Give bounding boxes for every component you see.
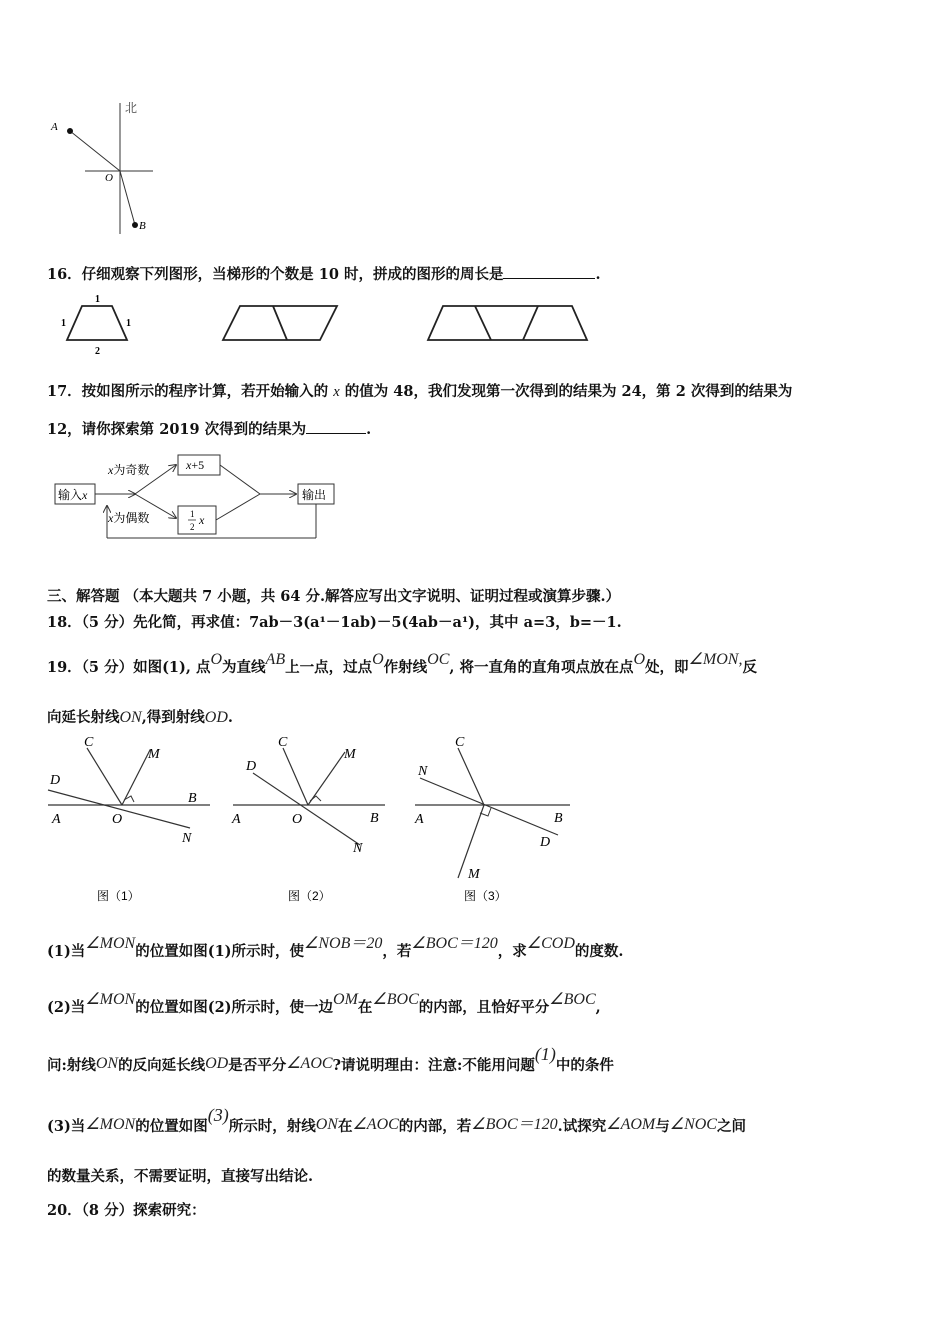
q19-part3a: (3)当∠MON的位置如图(3)所示时，射线ON在∠AOC的内部，若∠BOC＝120.试探究∠AOM与∠NOC之间 xyxy=(47,1105,746,1135)
svg-text:A: A xyxy=(415,812,424,827)
compass-figure xyxy=(45,98,165,238)
point-b-label: B xyxy=(139,220,146,232)
svg-text:2: 2 xyxy=(95,346,100,357)
svg-text:N: N xyxy=(353,841,363,856)
q19-part1: (1)当∠MON的位置如图(1)所示时，使∠NOB＝20，若∠BOC＝120，求∠COD的度数. xyxy=(47,935,624,960)
q19-part3b: 的数量关系，不需要证明，直接写出结论. xyxy=(47,1168,314,1185)
svg-text:B: B xyxy=(554,811,563,826)
svg-text:1: 1 xyxy=(61,318,66,329)
svg-text:x为奇数: x为奇数 xyxy=(108,463,150,477)
svg-text:M: M xyxy=(468,867,480,882)
q19-figures xyxy=(40,730,600,910)
q19-part2b: 问:射线ON的反向延长线OD是否平分∠AOC?请说明理由：注意:不能用问题(1)中的条件 xyxy=(47,1044,614,1074)
point-o-label: O xyxy=(105,172,113,184)
svg-text:输出: 输出 xyxy=(302,488,327,502)
q16-text: 16．仔细观察下列图形，当梯形的个数是 10 时，拼成的图形的周长是 . xyxy=(47,263,601,284)
point-a-label: A xyxy=(51,121,58,133)
svg-text:输入x: 输入x xyxy=(58,488,88,502)
fig3-caption: 图（3） xyxy=(464,889,507,903)
q17-line1: 17．按如图所示的程序计算，若开始输入的 x 的值为 48，我们发现第一次得到的结果为 24，第 2 次得到的结果为 xyxy=(47,383,793,400)
svg-text:C: C xyxy=(84,735,94,750)
svg-text:N: N xyxy=(182,831,192,846)
svg-text:M: M xyxy=(344,747,356,762)
fig1-caption: 图（1） xyxy=(97,889,140,903)
q18-text: 18．（5 分）先化简，再求值：7ab－3(a¹－1ab)－5(4ab－a¹)，其中 a=3，b=－1. xyxy=(47,614,622,631)
svg-text:N: N xyxy=(418,764,428,779)
svg-text:x+5: x+5 xyxy=(186,458,205,472)
point-b-dot xyxy=(132,222,138,228)
q20-text: 20．（8 分）探索研究： xyxy=(47,1202,206,1219)
north-label: 北 xyxy=(125,101,138,115)
svg-text:A: A xyxy=(232,812,241,827)
svg-text:B: B xyxy=(370,811,379,826)
svg-text:A: A xyxy=(52,812,61,827)
section3-title: 三、解答题 （本大题共 7 小题，共 64 分.解答应写出文字说明、证明过程或演算步骤.） xyxy=(47,588,621,605)
q19-line1: 19．（5 分）如图(1), 点O为直线AB上一点，过点O作射线OC, 将一直角的直角项点放在点O处，即∠MON,反 xyxy=(47,651,757,676)
point-a-dot xyxy=(67,128,73,134)
q17-flowchart xyxy=(50,450,350,550)
q16-trapezoid-figures xyxy=(55,292,615,360)
svg-text:x: x xyxy=(199,513,205,527)
svg-text:B: B xyxy=(188,791,197,806)
fig2-caption: 图（2） xyxy=(288,889,331,903)
q17-line2: 12，请你探索第 2019 次得到的结果为 . xyxy=(47,418,371,439)
svg-text:2: 2 xyxy=(190,522,195,532)
svg-text:C: C xyxy=(278,735,288,750)
svg-text:D: D xyxy=(246,759,257,774)
svg-text:O: O xyxy=(112,812,123,827)
svg-text:D: D xyxy=(50,773,61,788)
q19-part2a: (2)当∠MON的位置如图(2)所示时，使一边OM在∠BOC的内部，且恰好平分∠BOC, xyxy=(47,991,601,1016)
svg-text:D: D xyxy=(540,835,551,850)
svg-text:1: 1 xyxy=(190,509,195,519)
svg-text:C: C xyxy=(455,735,465,750)
svg-text:O: O xyxy=(292,812,303,827)
svg-text:1: 1 xyxy=(95,294,100,305)
q19-line2: 向延长射线ON,得到射线OD. xyxy=(47,709,233,726)
svg-text:1: 1 xyxy=(126,318,131,329)
svg-text:M: M xyxy=(148,747,160,762)
svg-text:x为偶数: x为偶数 xyxy=(108,511,150,525)
